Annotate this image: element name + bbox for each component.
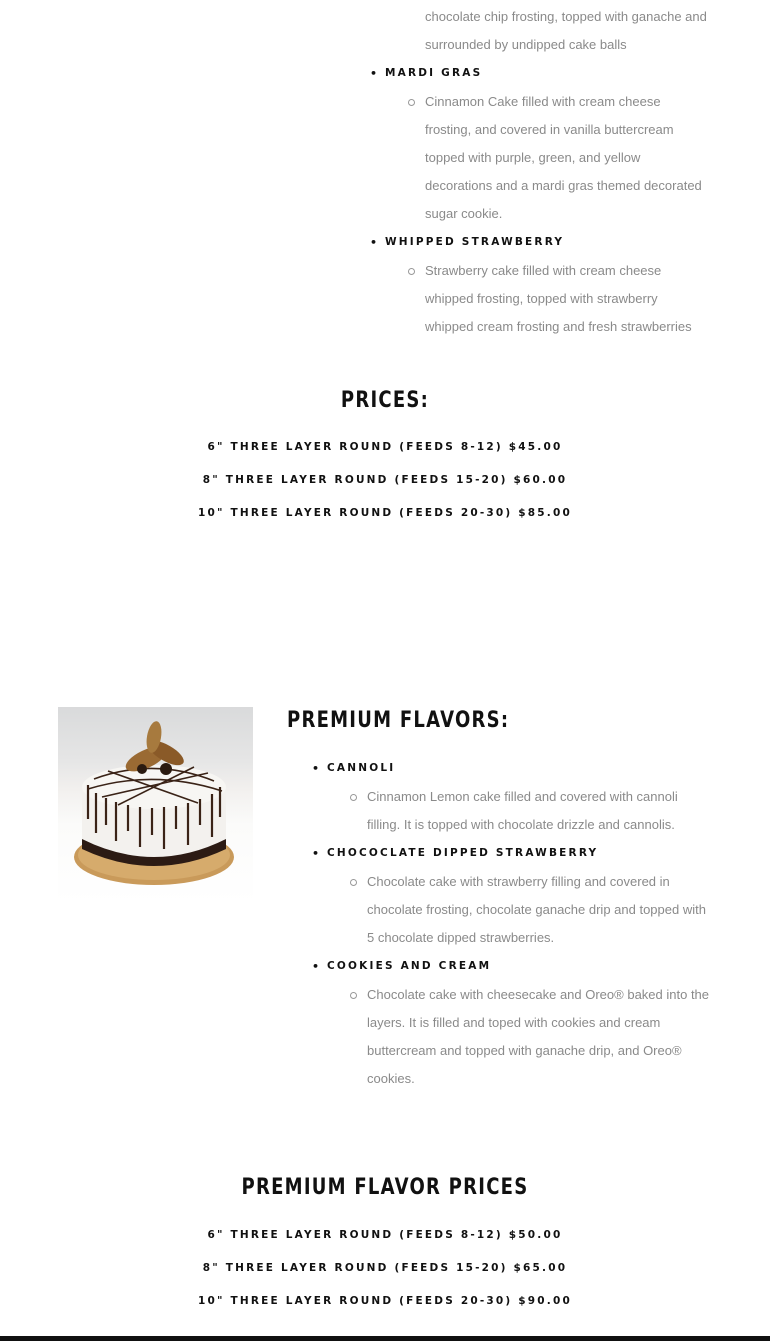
desc-line: Cinnamon Lemon cake filled and covered with cannoli <box>367 789 678 804</box>
flavor-item-cannoli <box>312 754 732 783</box>
price-line: 8" THREE LAYER ROUND (FEEDS 15-20) $60.00 <box>202 474 568 486</box>
flavor-description <box>370 257 730 341</box>
top-flavor-list <box>370 3 730 341</box>
flavor-name: MARDI GRAS <box>385 67 483 79</box>
cannoli-cake-photo <box>58 707 253 903</box>
bullet-icon: • <box>370 236 380 249</box>
bullet-icon: • <box>312 847 322 860</box>
price-line: 10" THREE LAYER ROUND (FEEDS 20-30) $90.00 <box>197 1295 572 1307</box>
bullet-icon: • <box>312 960 322 973</box>
desc-line: whipped frosting, topped with strawberry <box>425 291 658 306</box>
desc-line: surrounded by undipped cake balls <box>425 37 627 52</box>
flavor-item-chocolate-dipped-strawberry <box>312 839 732 868</box>
desc-line: chocolate chip frosting, topped with ganache and <box>425 9 707 24</box>
flavor-name: COOKIES AND CREAM <box>327 960 492 972</box>
flavor-item-mardi-gras <box>370 59 730 88</box>
desc-line: layers. It is filled and toped with cookies and cream <box>367 1015 661 1030</box>
desc-line: 5 chocolate dipped strawberries. <box>367 930 555 945</box>
flavor-item-whipped-strawberry <box>370 228 730 257</box>
flavor-name: CHOCOCLATE DIPPED STRAWBERRY <box>327 847 599 859</box>
price-line: 8" THREE LAYER ROUND (FEEDS 15-20) $65.00 <box>202 1262 568 1274</box>
circle-bullet-icon <box>350 879 357 886</box>
flavor-description <box>370 88 730 228</box>
bullet-icon: • <box>370 67 380 80</box>
bullet-icon: • <box>312 762 322 775</box>
desc-line: Chocolate cake with strawberry filling and covered in <box>367 874 670 889</box>
flavor-description <box>312 868 732 952</box>
desc-line: decorations and a mardi gras themed decorated <box>425 178 702 193</box>
circle-bullet-icon <box>350 992 357 999</box>
circle-bullet-icon <box>408 99 415 106</box>
circle-bullet-icon <box>350 794 357 801</box>
premium-prices-heading: PREMIUM FLAVOR PRICES <box>241 1175 529 1200</box>
desc-line: sugar cookie. <box>425 206 503 221</box>
cake-illustration <box>58 707 253 903</box>
flavor-description <box>370 3 730 59</box>
flavor-name: CANNOLI <box>327 762 396 774</box>
desc-line: whipped cream frosting and fresh strawberries <box>425 319 692 334</box>
flavor-description <box>312 783 732 839</box>
desc-line: buttercream and topped with ganache drip, and Oreo® <box>367 1043 682 1058</box>
flavor-name: WHIPPED STRAWBERRY <box>385 236 565 248</box>
price-line: 10" THREE LAYER ROUND (FEEDS 20-30) $85.00 <box>197 507 572 519</box>
desc-line: Chocolate cake with cheesecake and Oreo® baked into the <box>367 987 710 1002</box>
desc-line: filling. It is topped with chocolate drizzle and cannolis. <box>367 817 675 832</box>
premium-flavor-list <box>312 754 732 1093</box>
desc-line: chocolate frosting, chocolate ganache drip and topped with <box>367 902 706 917</box>
flavor-description <box>312 981 732 1093</box>
premium-flavors-heading: PREMIUM FLAVORS: <box>287 708 510 733</box>
flavor-item-cookies-and-cream <box>312 952 732 981</box>
desc-line: frosting, and covered in vanilla buttercream <box>425 122 674 137</box>
price-line: 6" THREE LAYER ROUND (FEEDS 8-12) $45.00 <box>207 441 563 453</box>
desc-line: Cinnamon Cake filled with cream cheese <box>425 94 661 109</box>
prices-heading: PRICES: <box>340 388 430 413</box>
desc-line: topped with purple, green, and yellow <box>425 150 641 165</box>
desc-line: cookies. <box>367 1071 415 1086</box>
desc-line: Strawberry cake filled with cream cheese <box>425 263 662 278</box>
price-line: 6" THREE LAYER ROUND (FEEDS 8-12) $50.00 <box>207 1229 563 1241</box>
footer-divider <box>0 1336 770 1341</box>
circle-bullet-icon <box>408 268 415 275</box>
